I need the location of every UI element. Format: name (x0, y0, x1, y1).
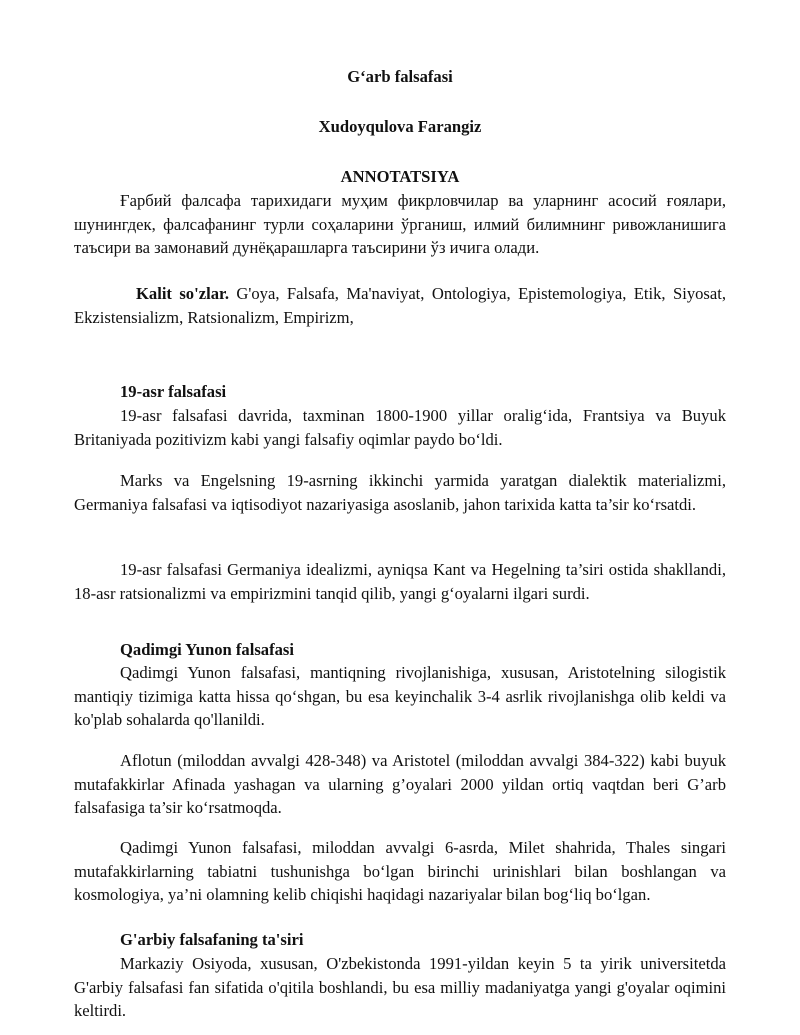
keywords-list: G'oya, Falsafa, Ma'naviyat, Ontologiya, Epistemologiya, Etik, Siyosat, Ekzistensializm, Ratsionalizm, Empirizm, (74, 284, 726, 327)
section-paragraph: 19-asr falsafasi davrida, taxminan 1800-1900 yillar oralig‘ida, Frantsiya va Buyuk Britaniyada pozitivizm kabi yangi falsafiy oqimlar paydo bo‘ldi. (74, 406, 726, 449)
section-heading: 19-asr falsafasi (120, 382, 227, 401)
section-paragraph: Qadimgi Yunon falsafasi, mantiqning rivojlanishiga, xususan, Aristotelning silogistik mantiqiy tizimiga katta hissa qo‘shgan, bu esa keyinchalik 3-4 asrlik rivojlanishga olib keldi va ko'plab sohalarda qo'llanildi. (74, 663, 726, 729)
author-name: Xudoyqulova Farangiz (318, 117, 482, 136)
section-paragraph: Markaziy Osiyoda, xususan, O'zbekistonda 1991-yildan keyin 5 ta yirik universitetda G'arbiy falsafasi fan sifatida o'qitila boshlandi, bu esa milliy madaniyatga yangi g'oyalar oqimini keltirdi. (74, 954, 726, 1020)
section-paragraph: Qadimgi Yunon falsafasi, miloddan avvalgi 6-asrda, Milet shahrida, Thales singari mutafakkirlarning tabiatni tushunishga bo‘lgan birinchi urinishlari bilan boshlangan va kosmologiya, ya’ni olamning kelib chiqishi haqidagi nazariyalar bilan bog‘liq bo‘lgan. (74, 838, 726, 904)
annotation-paragraph: Ғарбий фалсафа тарихидаги муҳим фикрловчилар ва уларнинг асосий ғоялари, шунингдек, фалсафанинг турли соҳаларини ўрганиш, илмий билимнинг ривожланишига таъсири ва замонавий дунёқарашларга таъсирини ўз ичига олади. (74, 191, 726, 257)
section-paragraph: Aflotun (miloddan avvalgi 428-348) va Aristotel (miloddan avvalgi 384-322) kabi buyuk mutafakkirlar Afinada yashagan va ularning g’oyalari 2000 yildan ortiq vaqtdan beri G’arb falsafasiga ta’sir ko‘rsatmoqda. (74, 751, 726, 817)
document-topic-title: G‘arb falsafasi (347, 67, 453, 86)
keywords-label: Kalit so'zlar. (136, 284, 229, 303)
section-heading: Qadimgi Yunon falsafasi (120, 640, 294, 659)
annotation-heading: ANNOTATSIYA (340, 167, 460, 186)
section-paragraph: Marks va Engelsning 19-asrning ikkinchi yarmida yaratgan dialektik materializmi, Germaniya falsafasi va iqtisodiyot nazariyasiga asoslanib, jahon tarixida katta ta’sir ko‘rsatdi. (74, 471, 726, 514)
section-paragraph: 19-asr falsafasi Germaniya idealizmi, ayniqsa Kant va Hegelning ta’siri ostida shakllandi, 18-asr ratsionalizmi va empirizmini tanqid qilib, yangi g‘oyalarni ilgari surdi. (74, 560, 726, 603)
keywords-paragraph (74, 282, 726, 329)
section-heading: G'arbiy falsafaning ta'siri (120, 930, 304, 949)
